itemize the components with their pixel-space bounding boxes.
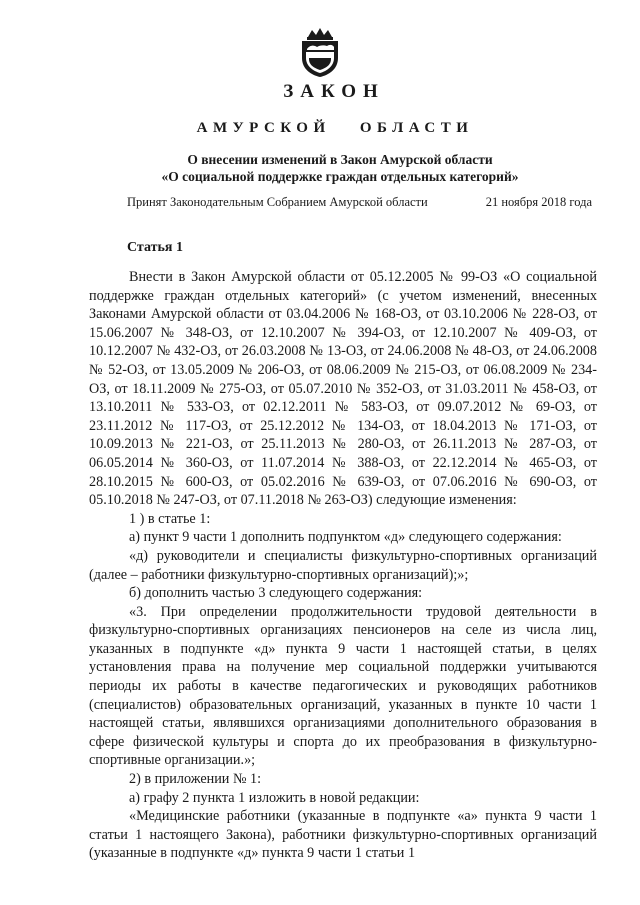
article-paragraph: 1 ) в статье 1: bbox=[129, 510, 211, 527]
law-title: ЗАКОН bbox=[283, 81, 385, 102]
adopted-date: 21 ноября 2018 года bbox=[485, 195, 592, 209]
law-heading bbox=[0, 151, 640, 185]
region-subtitle-word1: АМУРСКОЙ bbox=[196, 120, 331, 136]
article-paragraph: «3. При определении продолжительности трудовой деятельности в физкультурно-спортивных организациях пенсионеров на селе из числа лиц, указанных в подпункте «д» пункта 9 части 1 настоящей статьи, в целях установления права на получение мер социальной поддержки учитываются периоды их работы в качестве педагогических и руководящих работников (специалистов) образовательных организаций, указанных в пункте 10 части 1 настоящей статьи, являвшихся организациями дополнительного образования в сфере физической культуры и спорта до их преобразования в физкультурно-спортивные организации.»; bbox=[89, 603, 597, 769]
article-title: Статья 1 bbox=[127, 240, 183, 255]
article-paragraph: «Медицинские работники (указанные в подпункте «а» пункта 9 части 1 статьи 1 настоящего Закона), работники физкультурно-спортивных организаций (указанные в подпункте «д» пункта 9 части 1 статьи 1 bbox=[89, 808, 597, 862]
adoption-line bbox=[127, 195, 592, 210]
adopted-by: Принят Законодательным Собранием Амурской области bbox=[127, 195, 428, 209]
article-paragraph: а) графу 2 пункта 1 изложить в новой редакции: bbox=[129, 789, 420, 806]
law-heading-line2: «О социальной поддержке граждан отдельных категорий» bbox=[161, 169, 519, 184]
article-paragraph: б) дополнить частью 3 следующего содержания: bbox=[129, 585, 423, 602]
article-paragraph: а) пункт 9 части 1 дополнить подпунктом «д» следующего содержания: bbox=[129, 529, 562, 546]
amur-oblast-coat-of-arms-icon bbox=[298, 28, 342, 78]
region-subtitle-word2: ОБЛАСТИ bbox=[359, 120, 474, 136]
article-paragraph: Внести в Закон Амурской области от 05.12.2005 № 99-ОЗ «О социальной поддержке граждан отдельных категорий» (с учетом изменений, внесенных Законами Амурской области от 03.04.2006 № 168-ОЗ, от 03.10.2006 № 228-ОЗ, от 15.06.2007 № 348-ОЗ, от 12.10.2007 № 394-ОЗ, от 12.10.2007 № 409-ОЗ, от 10.12.2007 № 432-ОЗ, от 26.03.2008 № 13-ОЗ, от 24.06.2008 № 48-ОЗ, от 24.06.2008 № 52-ОЗ, от 13.05.2009 № 206-ОЗ, от 08.06.2009 № 215-ОЗ, от 06.08.2009 № 234-ОЗ, от 18.11.2009 № 275-ОЗ, от 05.07.2010 № 352-ОЗ, от 31.03.2011 № 458-ОЗ, от 13.10.2011 № 533-ОЗ, от 02.12.2011 № 583-ОЗ, от 09.07.2012 № 69-ОЗ, от 23.11.2012 № 117-ОЗ, от 25.12.2012 № 134-ОЗ, от 18.04.2013 № 171-ОЗ, от 10.09.2013 № 221-ОЗ, от 25.11.2013 № 280-ОЗ, от 26.11.2013 № 287-ОЗ, от 06.05.2014 № 360-ОЗ, от 11.07.2014 № 388-ОЗ, от 22.12.2014 № 465-ОЗ, от 28.10.2015 № 600-ОЗ, от 05.02.2016 № 639-ОЗ, от 07.06.2016 № 690-ОЗ, от 05.10.2018 № 247-ОЗ, от 07.11.2018 № 263-ОЗ) следующие изменения: bbox=[89, 269, 597, 509]
law-heading-line1: О внесении изменений в Закон Амурской области bbox=[187, 152, 493, 167]
article-paragraph: «д) руководители и специалисты физкультурно-спортивных организаций (далее – работники физкультурно-спортивных организаций);»; bbox=[89, 547, 597, 583]
article-paragraph: 2) в приложении № 1: bbox=[129, 771, 262, 788]
region-subtitle bbox=[0, 120, 640, 137]
article-body bbox=[89, 268, 597, 863]
